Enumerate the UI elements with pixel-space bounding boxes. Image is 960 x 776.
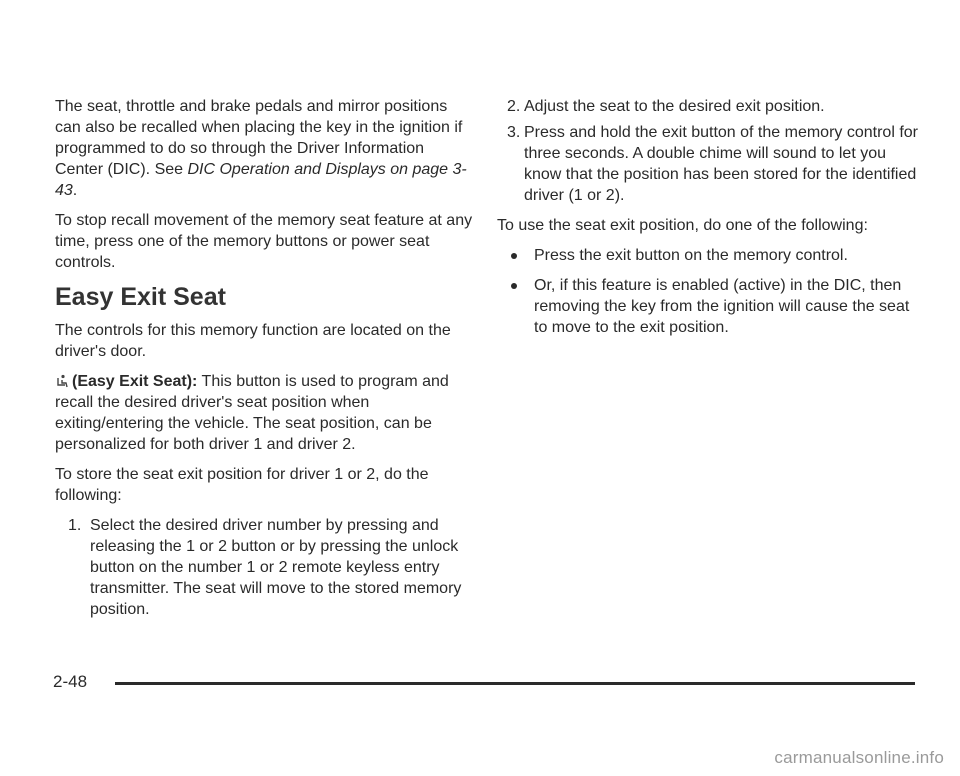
left-column — [55, 96, 475, 629]
easy-exit-seat-icon — [55, 374, 69, 388]
bullet-icon — [511, 283, 517, 289]
section-heading: Easy Exit Seat — [55, 283, 226, 311]
dic-cross-reference: DIC Operation and Displays on page 3-43 — [55, 161, 467, 199]
step-text: Adjust the seat to the desired exit position. — [524, 98, 825, 115]
easy-exit-seat-description: This button is used to program and recall the desired driver's seat position when exiting/entering the vehicle. The seat position, can be personalized for both driver 1 and driver 2. — [55, 373, 449, 453]
memory-recall-text: The seat, throttle and brake pedals and mirror positions can also be recalled when placing the key in the ignition if programmed to do so through the Driver Information Center (DIC). See — [55, 98, 463, 178]
left-steps-list — [55, 515, 475, 620]
site-watermark: carmanualsonline.info — [774, 748, 944, 767]
step-number: 1. — [68, 517, 82, 534]
step-text: Press and hold the exit button of the memory control for three seconds. A double chime will sound to let you know that the position has been stored for the identified driver (1 or 2). — [524, 124, 918, 204]
step-number: 2. — [507, 98, 521, 115]
store-exit-intro: To store the seat exit position for driver 1 or 2, do the following: — [55, 466, 429, 504]
list-item — [497, 96, 927, 117]
list-item — [497, 122, 927, 206]
right-column — [497, 96, 927, 347]
list-item — [55, 515, 475, 620]
step-text: Select the desired driver number by pressing and releasing the 1 or 2 button or by pressing the unlock button on the number 1 or 2 remote keyless entry transmitter. The seat will move to the stored memory position. — [90, 517, 462, 618]
footer-rule — [115, 682, 915, 685]
easy-exit-button-paragraph — [55, 371, 475, 455]
step-number: 3. — [507, 124, 521, 141]
exit-options-list — [497, 245, 927, 338]
controls-location-paragraph: The controls for this memory function are located on the driver's door. — [55, 322, 451, 360]
easy-exit-seat-label: (Easy Exit Seat): — [72, 373, 198, 390]
use-exit-intro: To use the seat exit position, do one of the following: — [497, 217, 868, 234]
bullet-text: Or, if this feature is enabled (active) in the DIC, then removing the key from the ignition will cause the seat to move to the exit position. — [534, 277, 910, 336]
page-number: 2-48 — [53, 672, 88, 691]
stop-recall-paragraph: To stop recall movement of the memory seat feature at any time, press one of the memory buttons or power seat controls. — [55, 212, 473, 271]
memory-recall-period: . — [72, 182, 78, 199]
list-item — [497, 245, 927, 266]
list-item — [497, 275, 927, 338]
right-steps-list — [497, 96, 927, 206]
bullet-icon — [511, 253, 517, 259]
memory-recall-paragraph — [55, 96, 475, 201]
bullet-text: Press the exit button on the memory control. — [534, 247, 848, 264]
